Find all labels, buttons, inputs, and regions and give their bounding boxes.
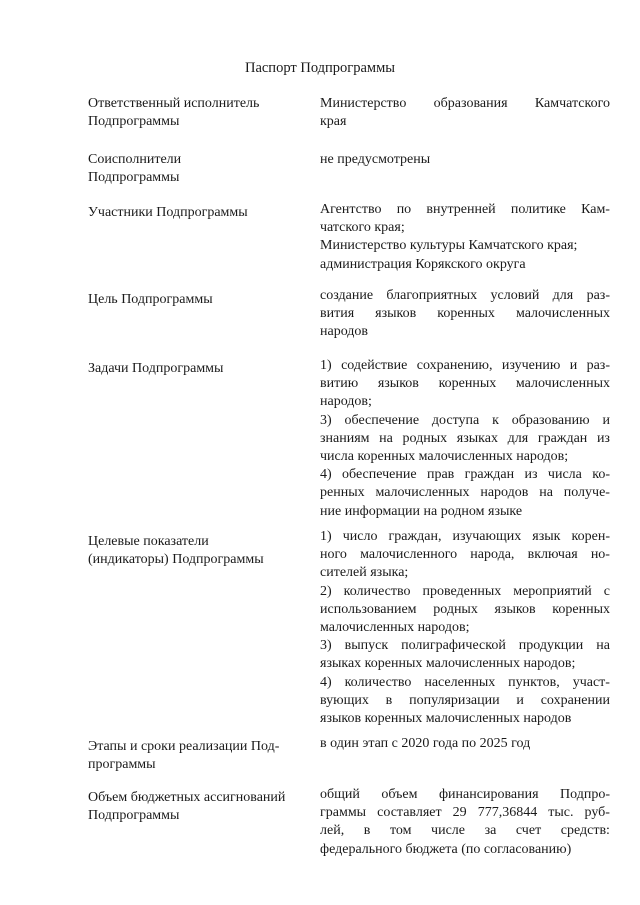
row-label-line: Цель Подпрограммы	[88, 292, 213, 307]
row-value-line: не предусмотрены	[320, 152, 431, 167]
row-value-line: граммы составляет 29 777,36844 тыс. руб-	[320, 805, 610, 821]
row-label	[88, 738, 279, 774]
row-value-line: сителей языка;	[320, 565, 409, 581]
row-value-line: администрация Корякского округа	[320, 256, 526, 272]
row-label	[88, 360, 223, 378]
row-label-line: (индикаторы) Подпрограммы	[88, 552, 264, 568]
row-value-line: вития языков коренных малочисленных	[320, 306, 610, 322]
row-value-line: федерального бюджета (по согласованию)	[320, 841, 572, 857]
row-label-line: Этапы и сроки реализации Под-	[88, 739, 280, 754]
row-value-line: 2) количество проведенных мероприятий с	[320, 583, 610, 599]
row-value	[320, 287, 610, 342]
row-value-line: народов	[320, 324, 369, 340]
row-label	[88, 789, 285, 825]
row-label	[88, 291, 213, 309]
row-value	[320, 735, 610, 753]
row-value-line: лей, в том числе за счет средств:	[320, 823, 610, 839]
row-value-line: языках коренных малочисленных народов;	[320, 656, 576, 672]
row-value-line: 1) содействие сохранению, изучению и раз-	[320, 358, 610, 373]
row-value-line: 4) количество населенных пунктов, участ-	[320, 674, 610, 690]
row-value	[320, 357, 610, 521]
row-label-line: Целевые показатели	[88, 534, 209, 549]
row-label	[88, 151, 181, 187]
row-value-line: края	[320, 114, 347, 130]
row-value-line: вующих в популяризации и сохранении	[320, 692, 610, 708]
row-label-line: Подпрограммы	[88, 114, 180, 130]
row-value-line: 4) обеспечение прав граждан из числа ко-	[320, 467, 610, 483]
row-value-line: создание благоприятных условий для раз-	[320, 288, 610, 303]
row-label	[88, 533, 264, 569]
row-value-line: знаниям на родных языках для граждан из	[320, 430, 610, 446]
row-value	[320, 151, 610, 169]
row-label-line: Участники Подпрограммы	[88, 205, 248, 220]
row-value-line: языков коренных малочисленных народов	[320, 711, 572, 727]
row-value-line: 1) число граждан, изучающих язык корен-	[320, 529, 610, 544]
row-value-line: Агентство по внутренней политике Кам-	[320, 202, 610, 217]
row-value-line: Министерство образования Камчатского	[320, 96, 610, 111]
row-value	[320, 528, 610, 728]
row-label-line: Объем бюджетных ассигнований	[88, 790, 286, 805]
row-value-line: 3) выпуск полиграфической продукции на	[320, 638, 610, 654]
row-value-line: ного малочисленного народа, включая но-	[320, 547, 610, 563]
row-value	[320, 201, 610, 274]
row-label	[88, 204, 248, 222]
document-title: Паспорт Подпрограммы	[244, 60, 396, 76]
row-value-line: чатского края;	[320, 220, 405, 236]
row-label-line: Подпрограммы	[88, 170, 180, 186]
row-value-line: 3) обеспечение доступа к образованию и	[320, 412, 610, 428]
row-label-line: Подпрограммы	[88, 808, 180, 824]
row-label-line: программы	[88, 757, 156, 773]
row-value-line: ние информации на родном языке	[320, 503, 523, 519]
row-value	[320, 95, 610, 131]
row-label-line: Ответственный исполнитель	[88, 96, 260, 111]
row-value-line: использованием родных языков коренных	[320, 601, 610, 617]
row-value-line: общий объем финансирования Подпро-	[320, 787, 610, 802]
row-value-line: малочисленных народов;	[320, 620, 470, 636]
row-value-line: народов;	[320, 394, 372, 410]
row-label	[88, 95, 259, 131]
row-value-line: ренных малочисленных народов на получе-	[320, 485, 610, 501]
row-value	[320, 786, 610, 859]
row-value-line: числа коренных малочисленных народов;	[320, 449, 569, 465]
row-value-line: Министерство культуры Камчатского края;	[320, 238, 578, 254]
row-value-line: витию языков коренных малочисленных	[320, 376, 610, 392]
row-value-line: в один этап с 2020 года по 2025 год	[320, 736, 531, 751]
row-label-line: Соисполнители	[88, 152, 182, 167]
row-label-line: Задачи Подпрограммы	[88, 361, 224, 376]
